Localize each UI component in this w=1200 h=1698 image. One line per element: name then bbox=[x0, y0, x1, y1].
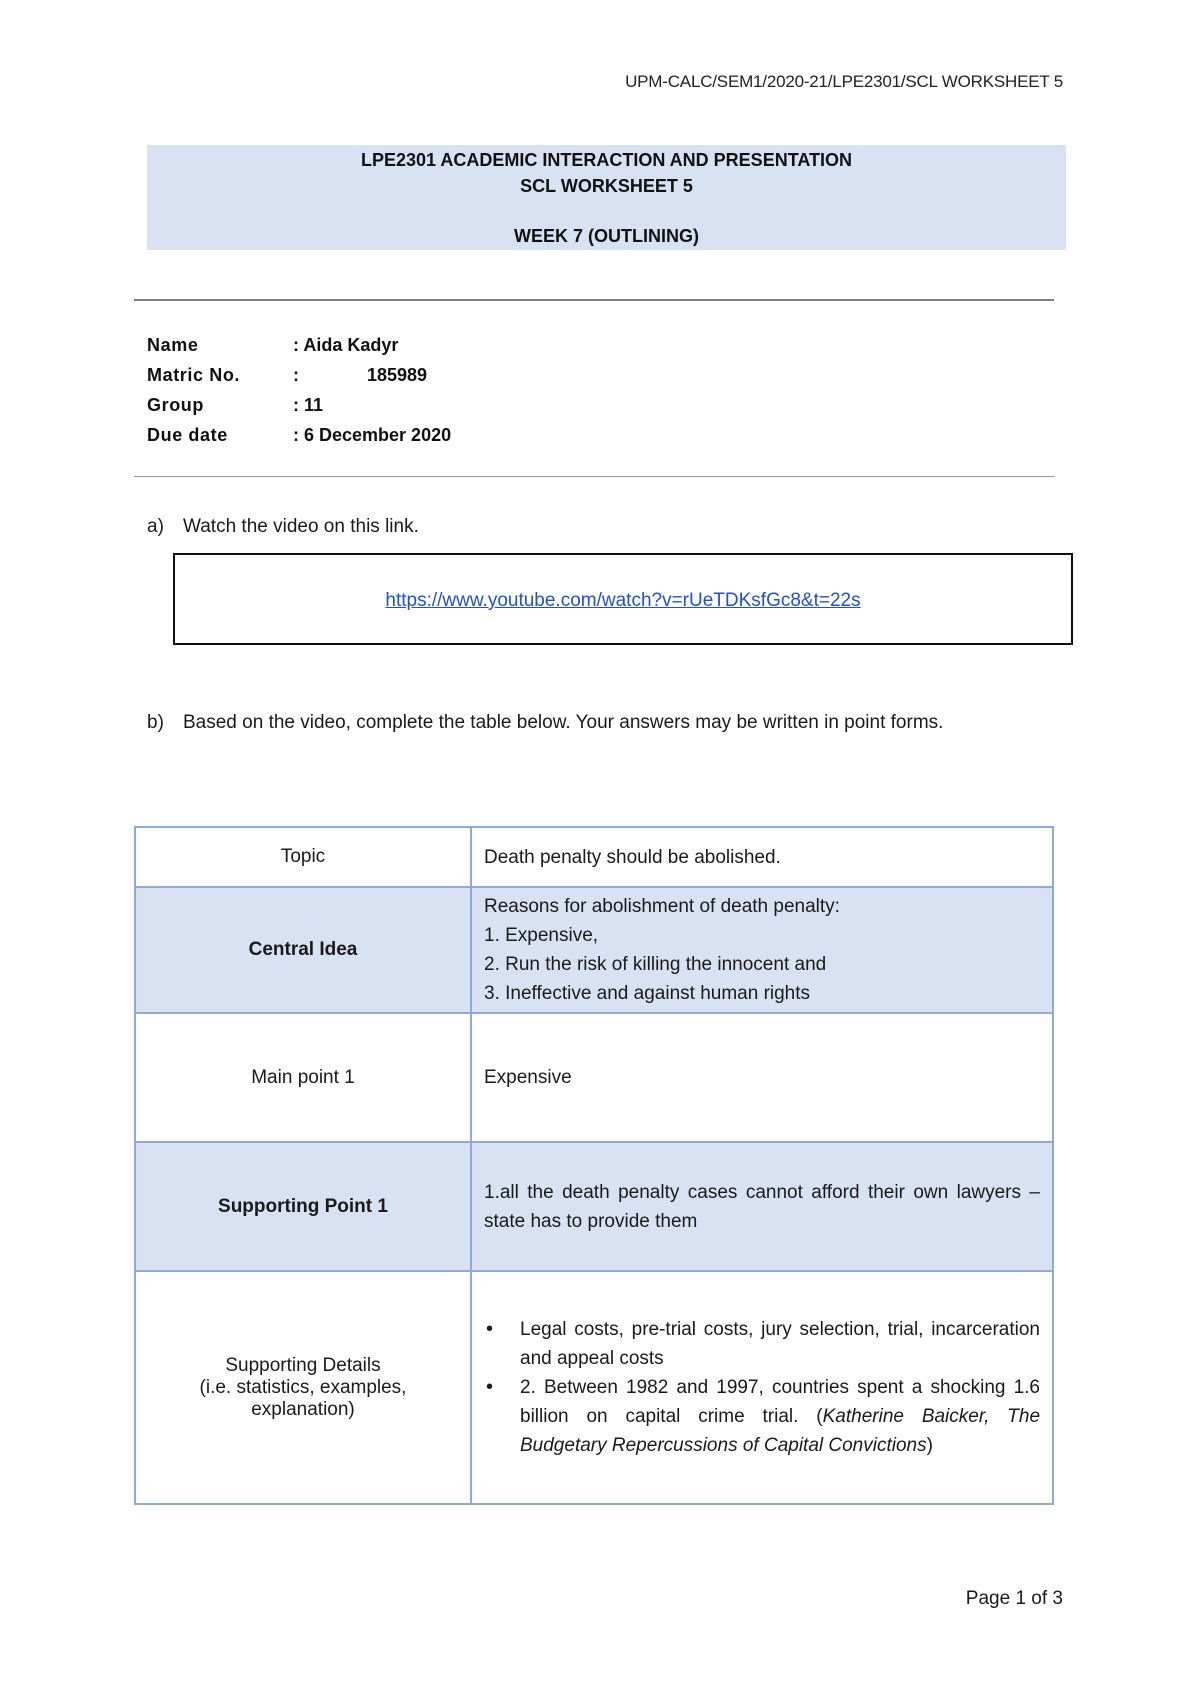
outline-table bbox=[134, 826, 1054, 1505]
citation-close: ) bbox=[926, 1435, 933, 1456]
question-a-marker: a) bbox=[147, 516, 164, 537]
topic-label: Topic bbox=[135, 827, 471, 887]
week-title: WEEK 7 (OUTLINING) bbox=[514, 226, 699, 246]
central-idea-value bbox=[471, 887, 1053, 1013]
course-title: LPE2301 ACADEMIC INTERACTION AND PRESENTATION bbox=[360, 150, 853, 170]
central-idea-label: Central Idea bbox=[135, 887, 471, 1013]
due-date-label: Due date bbox=[147, 425, 228, 445]
citation-text: 2. Between 1982 and 1997, countries spent a shocking 1.6 billion on capital crime trial. ( bbox=[520, 1377, 1040, 1427]
video-link[interactable]: https://www.youtube.com/watch?v=rUeTDKsfGc8&t=22s bbox=[385, 590, 861, 611]
divider-bottom bbox=[134, 476, 1054, 477]
table-row-central-idea bbox=[135, 887, 1053, 1013]
table-row-main-point-1 bbox=[135, 1013, 1053, 1142]
supporting-details-label-line: Supporting Details bbox=[225, 1354, 381, 1376]
name-label: Name bbox=[147, 335, 199, 355]
supporting-details-label bbox=[135, 1271, 471, 1504]
matric-value: 185989 bbox=[367, 365, 428, 385]
group-value: : 11 bbox=[293, 395, 324, 415]
table-row-supporting-point-1 bbox=[135, 1142, 1053, 1271]
central-idea-line: 2. Run the risk of killing the innocent and bbox=[484, 954, 827, 975]
page-number: Page 1 of 3 bbox=[965, 1588, 1063, 1609]
question-a-text: Watch the video on this link. bbox=[183, 516, 419, 537]
divider-top bbox=[134, 299, 1054, 301]
matric-colon: : bbox=[293, 365, 299, 385]
table-row-topic bbox=[135, 827, 1053, 887]
supporting-point-1-value: 1.all the death penalty cases cannot afford their own lawyers – state has to provide them bbox=[471, 1142, 1053, 1271]
question-b-text: Based on the video, complete the table below. Your answers may be written in point forms. bbox=[183, 712, 944, 733]
supporting-details-value bbox=[471, 1271, 1053, 1504]
main-point-1-label: Main point 1 bbox=[135, 1013, 471, 1142]
list-item bbox=[520, 1373, 1040, 1460]
supporting-details-label-line: (i.e. statistics, examples, bbox=[199, 1376, 407, 1398]
due-date-value: : 6 December 2020 bbox=[293, 425, 452, 445]
worksheet-title: SCL WORKSHEET 5 bbox=[520, 176, 693, 196]
central-idea-line: 1. Expensive, bbox=[484, 925, 599, 946]
central-idea-line: Reasons for abolishment of death penalty: bbox=[484, 896, 840, 917]
title-banner bbox=[147, 145, 1066, 250]
table-row-supporting-details bbox=[135, 1271, 1053, 1504]
citation-source: Katherine Baicker, The Budgetary Repercussions of Capital Convictions bbox=[520, 1406, 1041, 1456]
central-idea-line: 3. Ineffective and against human rights bbox=[484, 983, 811, 1004]
video-link-box bbox=[173, 553, 1073, 645]
question-b-marker: b) bbox=[147, 712, 164, 733]
topic-value: Death penalty should be abolished. bbox=[471, 827, 1053, 887]
group-label: Group bbox=[147, 395, 204, 415]
main-point-1-value: Expensive bbox=[471, 1013, 1053, 1142]
document-reference: UPM-CALC/SEM1/2020-21/LPE2301/SCL WORKSHEET 5 bbox=[625, 72, 1063, 91]
supporting-details-list bbox=[484, 1315, 1040, 1460]
name-value: : Aida Kadyr bbox=[293, 335, 399, 355]
matric-label: Matric No. bbox=[147, 365, 241, 385]
supporting-details-label-line: explanation) bbox=[251, 1398, 355, 1420]
list-item: • Legal costs, pre-trial costs, jury selection, trial, incarceration and appeal costs bbox=[520, 1315, 1040, 1373]
supporting-point-1-label: Supporting Point 1 bbox=[135, 1142, 471, 1271]
